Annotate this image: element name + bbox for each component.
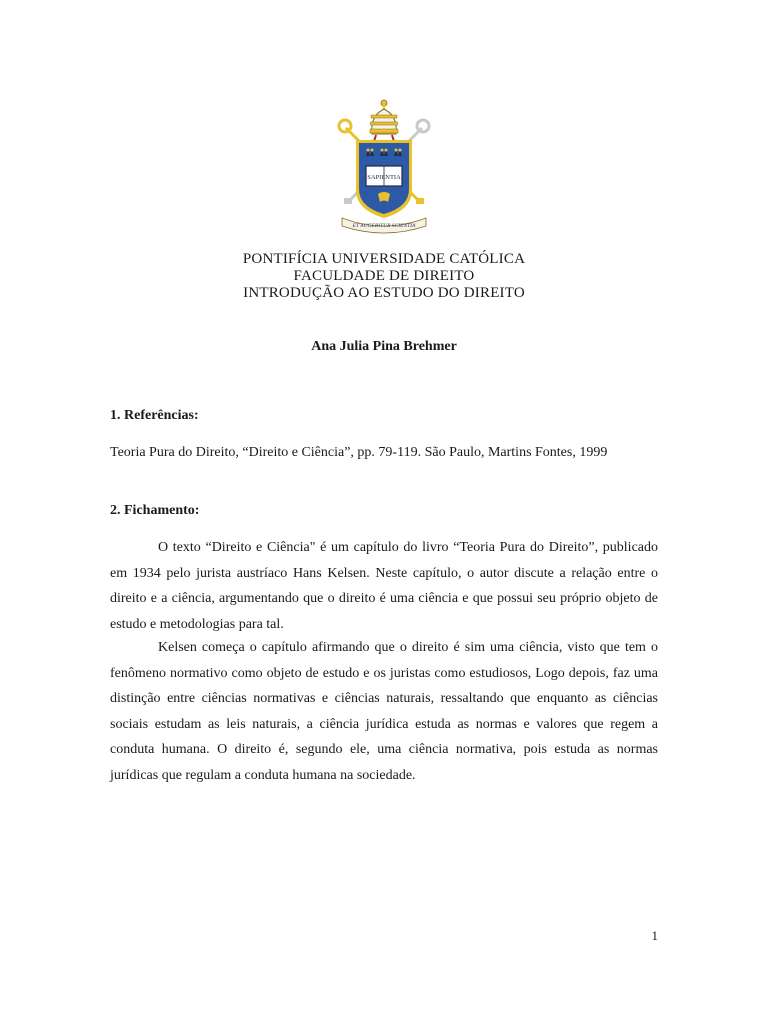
section-title-references: 1. Referências:: [110, 408, 199, 423]
header-line-university: PONTIFÍCIA UNIVERSIDADE CATÓLICA: [242, 251, 526, 267]
university-crest-logo: [334, 98, 434, 234]
crest-book-text: SAPIENTIA: [367, 174, 401, 181]
institution-header: [0, 251, 768, 302]
shield-icon: [356, 140, 412, 218]
header-line-course: INTRODUÇÃO AO ESTUDO DO DIREITO: [243, 285, 525, 301]
motto-ribbon: [342, 218, 426, 233]
crest-motto-text: ET AUGEBITUR SCIENTIA: [352, 223, 416, 229]
paragraph-2: Kelsen começa o capítulo afirmando que o direito é sim uma ciência, visto que tem o fenômeno normativo como objeto de estudo e os juristas como estudiosos, Logo depois, faz uma distinção entre ciências normativas e ciências naturais, ressaltando que enquanto as ciências sociais estudam as leis naturais, a ciência jurídica estuda as normas e valores que regem a conduta humana. O direito é, segundo ele, uma ciência normativa, pois estuda as normas jurídicas que regulam a conduta humana na sociedade.: [110, 640, 658, 783]
section-title-fichamento: 2. Fichamento:: [110, 503, 200, 518]
paragraph-1: O texto “Direito e Ciência" é um capítulo do livro “Teoria Pura do Direito”, publicado em 1934 pelo jurista austríaco Hans Kelsen. Neste capítulo, o autor discute a relação entre o direito e a ciência, argumentando que o direito é uma ciência e que possui seu próprio objeto de estudo e metodologias para tal.: [110, 540, 658, 632]
reference-text: Teoria Pura do Direito, “Direito e Ciência”, pp. 79-119. São Paulo, Martins Fontes, 1999: [110, 445, 608, 460]
author-name: Ana Julia Pina Brehmer: [311, 339, 457, 354]
papal-tiara-icon: [370, 100, 398, 146]
page-number: 1: [651, 928, 658, 943]
header-line-faculty: FACULDADE DE DIREITO: [293, 268, 475, 284]
